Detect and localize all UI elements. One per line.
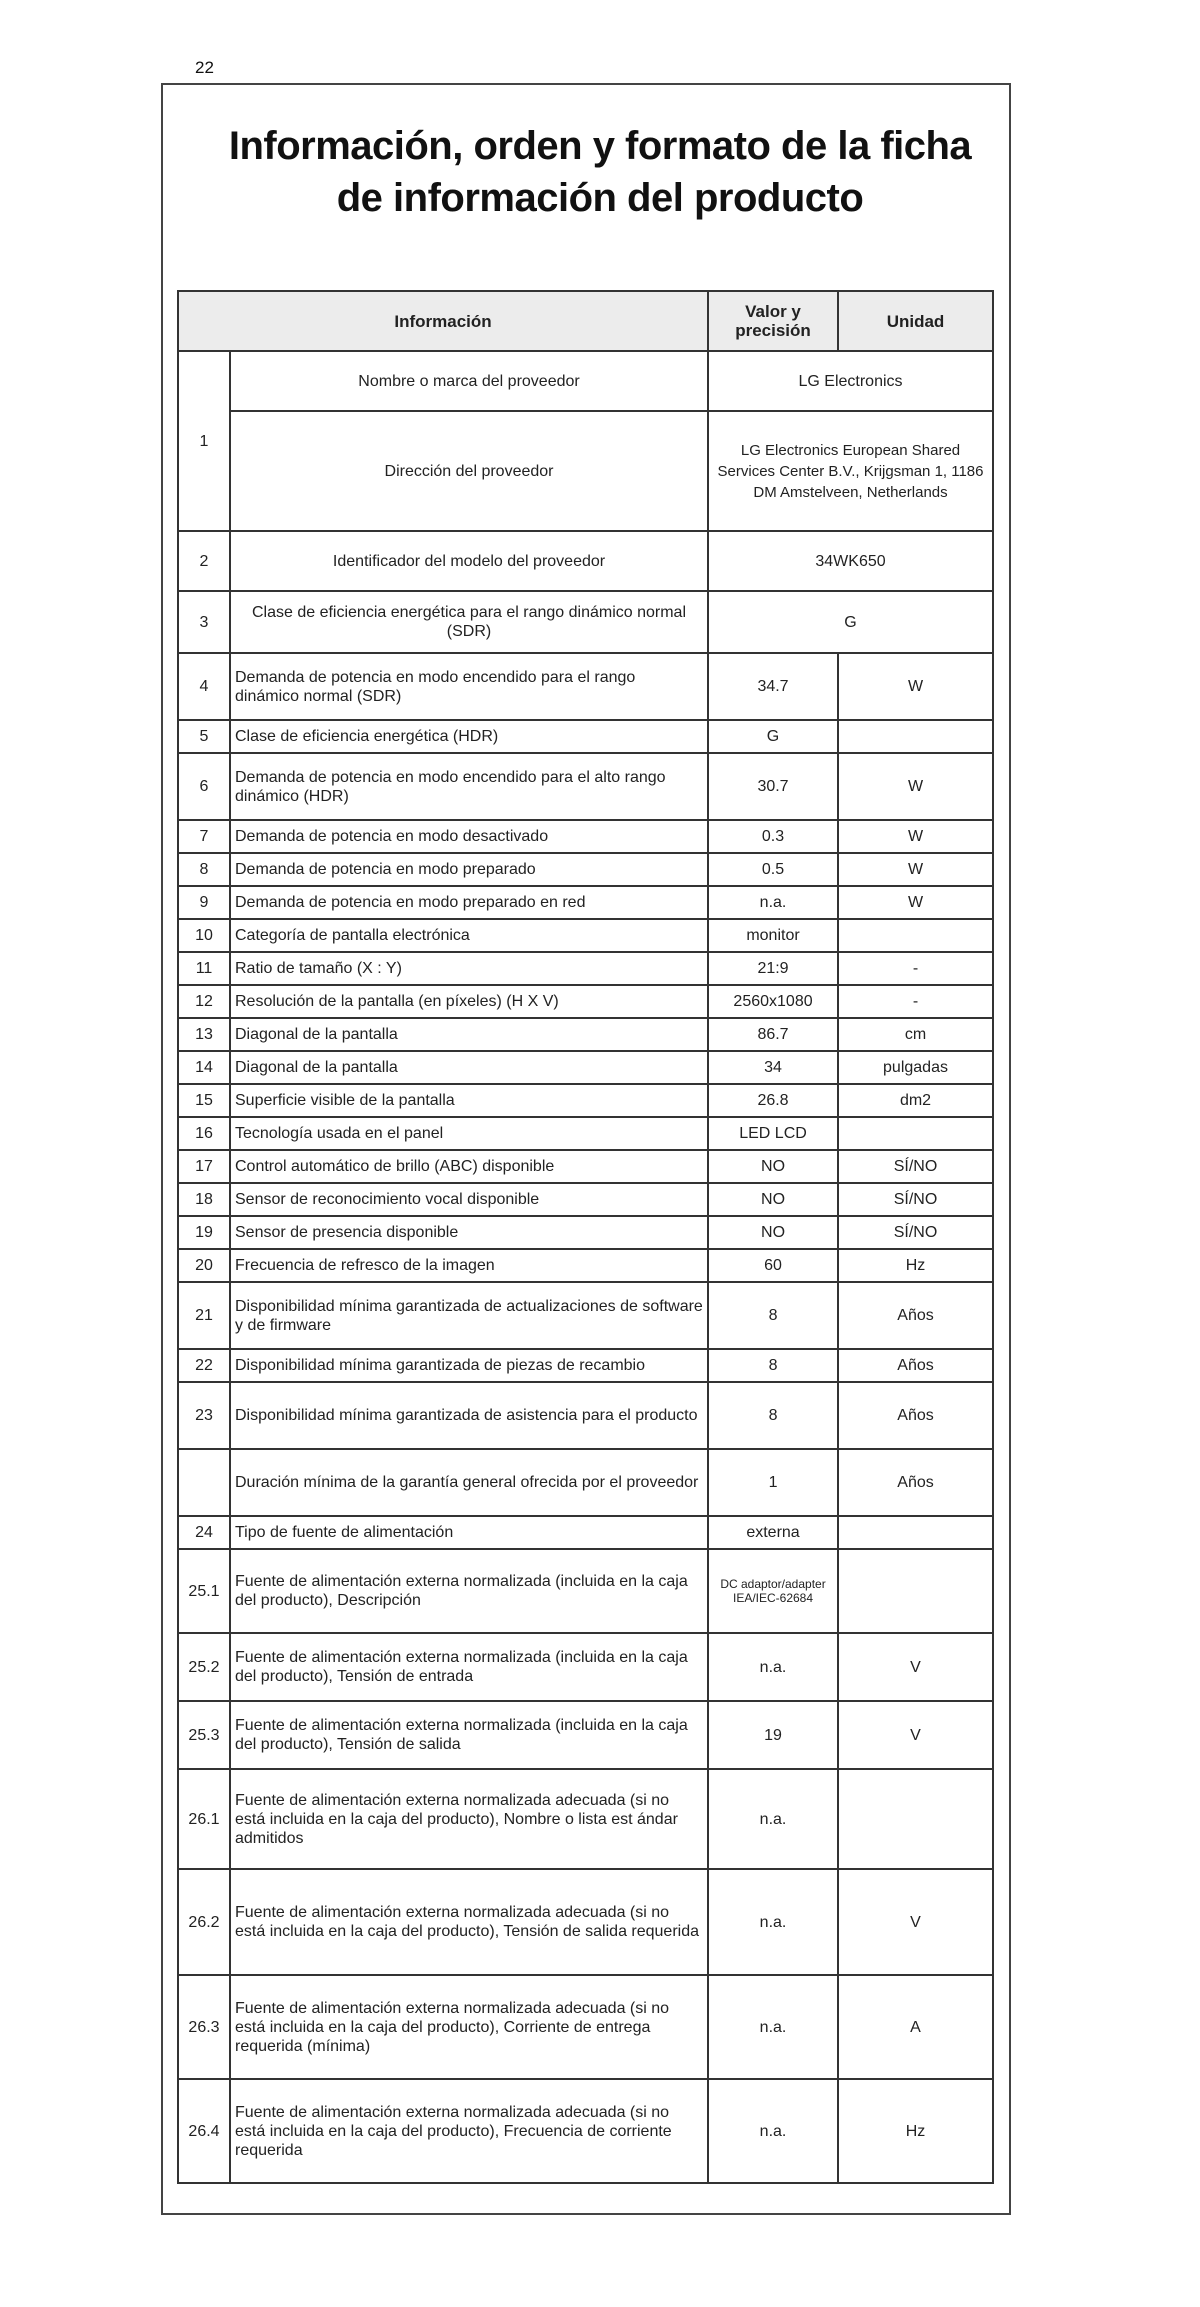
row-unit: - bbox=[838, 952, 993, 985]
row-number: 5 bbox=[178, 720, 230, 753]
row-label: Fuente de alimentación externa normalizada adecuada (si no está incluida en la caja del producto), Corriente de entrega requerida (mínima) bbox=[230, 1975, 708, 2079]
row-label: Disponibilidad mínima garantizada de asistencia para el producto bbox=[230, 1382, 708, 1449]
row-number: 15 bbox=[178, 1084, 230, 1117]
row-value: 26.8 bbox=[708, 1084, 838, 1117]
table-row bbox=[178, 1282, 993, 1349]
row-value: 60 bbox=[708, 1249, 838, 1282]
row-unit: dm2 bbox=[838, 1084, 993, 1117]
row-unit: SÍ/NO bbox=[838, 1183, 993, 1216]
row-number: 25.3 bbox=[178, 1701, 230, 1769]
table-row bbox=[178, 653, 993, 720]
table-row bbox=[178, 1349, 993, 1382]
row-number: 9 bbox=[178, 886, 230, 919]
row-number: 7 bbox=[178, 820, 230, 853]
row-number: 19 bbox=[178, 1216, 230, 1249]
table-row bbox=[178, 1869, 993, 1975]
row-number: 25.2 bbox=[178, 1633, 230, 1701]
row-unit bbox=[838, 720, 993, 753]
row-unit: V bbox=[838, 1869, 993, 1975]
row-number bbox=[178, 1449, 230, 1516]
table-row bbox=[178, 1516, 993, 1549]
row-unit bbox=[838, 1117, 993, 1150]
row-unit: Hz bbox=[838, 2079, 993, 2183]
row-label: Demanda de potencia en modo encendido para el rango dinámico normal (SDR) bbox=[230, 653, 708, 720]
row-label: Dirección del proveedor bbox=[230, 411, 708, 531]
table-row bbox=[178, 531, 993, 591]
table-row bbox=[178, 1975, 993, 2079]
row-unit bbox=[838, 1549, 993, 1633]
row-value: 34 bbox=[708, 1051, 838, 1084]
row-number: 16 bbox=[178, 1117, 230, 1150]
row-number: 22 bbox=[178, 1349, 230, 1382]
row-label: Disponibilidad mínima garantizada de piezas de recambio bbox=[230, 1349, 708, 1382]
row-number: 20 bbox=[178, 1249, 230, 1282]
row-label: Fuente de alimentación externa normalizada adecuada (si no está incluida en la caja del producto), Frecuencia de corriente requerida bbox=[230, 2079, 708, 2183]
row-label: Disponibilidad mínima garantizada de actualizaciones de software y de firmware bbox=[230, 1282, 708, 1349]
row-number: 14 bbox=[178, 1051, 230, 1084]
table-row bbox=[178, 886, 993, 919]
table-row bbox=[178, 1701, 993, 1769]
title-line-1: Información, orden y formato de la ficha bbox=[228, 124, 972, 168]
row-value: 86.7 bbox=[708, 1018, 838, 1051]
row-unit: - bbox=[838, 985, 993, 1018]
row-number: 18 bbox=[178, 1183, 230, 1216]
row-value: 21:9 bbox=[708, 952, 838, 985]
row-label: Diagonal de la pantalla bbox=[230, 1051, 708, 1084]
row-number: 26.3 bbox=[178, 1975, 230, 2079]
row-value: LED LCD bbox=[708, 1117, 838, 1150]
table-row bbox=[178, 1769, 993, 1869]
table-row bbox=[178, 1183, 993, 1216]
row-label: Sensor de reconocimiento vocal disponible bbox=[230, 1183, 708, 1216]
row-number: 3 bbox=[178, 591, 230, 653]
row-unit: Años bbox=[838, 1349, 993, 1382]
table-row bbox=[178, 411, 993, 531]
row-label: Fuente de alimentación externa normalizada adecuada (si no está incluida en la caja del producto), Nombre o lista est ándar admitidos bbox=[230, 1769, 708, 1869]
row-value: 8 bbox=[708, 1282, 838, 1349]
table-row bbox=[178, 2079, 993, 2183]
row-unit: pulgadas bbox=[838, 1051, 993, 1084]
row-unit: Años bbox=[838, 1449, 993, 1516]
table-row bbox=[178, 591, 993, 653]
table-row bbox=[178, 1018, 993, 1051]
row-value: 2560x1080 bbox=[708, 985, 838, 1018]
row-label: Fuente de alimentación externa normalizada (incluida en la caja del producto), Tensión de salida bbox=[230, 1701, 708, 1769]
row-number: 17 bbox=[178, 1150, 230, 1183]
row-label: Superficie visible de la pantalla bbox=[230, 1084, 708, 1117]
row-unit: W bbox=[838, 853, 993, 886]
page-number: 22 bbox=[195, 58, 214, 77]
row-number: 12 bbox=[178, 985, 230, 1018]
row-label: Frecuencia de refresco de la imagen bbox=[230, 1249, 708, 1282]
row-unit: Hz bbox=[838, 1249, 993, 1282]
row-value: 0.5 bbox=[708, 853, 838, 886]
row-number: 26.4 bbox=[178, 2079, 230, 2183]
row-unit: W bbox=[838, 886, 993, 919]
table-row bbox=[178, 1549, 993, 1633]
row-number: 13 bbox=[178, 1018, 230, 1051]
row-unit: V bbox=[838, 1633, 993, 1701]
table-row bbox=[178, 820, 993, 853]
table-row bbox=[178, 1216, 993, 1249]
row-number: 25.1 bbox=[178, 1549, 230, 1633]
row-value: LG Electronics bbox=[708, 351, 993, 411]
row-label: Identificador del modelo del proveedor bbox=[230, 531, 708, 591]
row-unit bbox=[838, 919, 993, 952]
table-row bbox=[178, 985, 993, 1018]
table-row bbox=[178, 919, 993, 952]
row-value: 8 bbox=[708, 1349, 838, 1382]
table-row bbox=[178, 1084, 993, 1117]
row-label: Resolución de la pantalla (en píxeles) (H X V) bbox=[230, 985, 708, 1018]
row-unit: A bbox=[838, 1975, 993, 2079]
row-number: 21 bbox=[178, 1282, 230, 1349]
table-row bbox=[178, 1382, 993, 1449]
row-unit bbox=[838, 1769, 993, 1869]
row-value: monitor bbox=[708, 919, 838, 952]
table-row bbox=[178, 720, 993, 753]
row-value: 19 bbox=[708, 1701, 838, 1769]
row-unit: cm bbox=[838, 1018, 993, 1051]
row-value: 34.7 bbox=[708, 653, 838, 720]
title-line-2: de información del producto bbox=[336, 176, 864, 220]
row-label: Nombre o marca del proveedor bbox=[230, 351, 708, 411]
row-number: 23 bbox=[178, 1382, 230, 1449]
row-unit: Años bbox=[838, 1282, 993, 1349]
table-row bbox=[178, 351, 993, 411]
row-label: Fuente de alimentación externa normalizada (incluida en la caja del producto), Descripción bbox=[230, 1549, 708, 1633]
row-label: Demanda de potencia en modo preparado bbox=[230, 853, 708, 886]
row-number: 10 bbox=[178, 919, 230, 952]
row-unit bbox=[838, 1516, 993, 1549]
table-header-row bbox=[178, 291, 993, 351]
row-label: Tipo de fuente de alimentación bbox=[230, 1516, 708, 1549]
row-value: 1 bbox=[708, 1449, 838, 1516]
row-label: Ratio de tamaño (X : Y) bbox=[230, 952, 708, 985]
row-value: n.a. bbox=[708, 1975, 838, 2079]
row-unit: SÍ/NO bbox=[838, 1150, 993, 1183]
row-number: 24 bbox=[178, 1516, 230, 1549]
table-row bbox=[178, 952, 993, 985]
table-row bbox=[178, 853, 993, 886]
row-value: 0.3 bbox=[708, 820, 838, 853]
row-value: LG Electronics European Shared Services Center B.V., Krijgsman 1, 1186 DM Amstelveen, Netherlands bbox=[708, 411, 993, 531]
header-info: Información bbox=[178, 291, 708, 351]
row-value: NO bbox=[708, 1150, 838, 1183]
row-value: n.a. bbox=[708, 1633, 838, 1701]
row-value: 34WK650 bbox=[708, 531, 993, 591]
row-number: 11 bbox=[178, 952, 230, 985]
table-row bbox=[178, 1051, 993, 1084]
row-number: 2 bbox=[178, 531, 230, 591]
row-number: 4 bbox=[178, 653, 230, 720]
row-value: n.a. bbox=[708, 1769, 838, 1869]
row-label: Fuente de alimentación externa normalizada (incluida en la caja del producto), Tensión de entrada bbox=[230, 1633, 708, 1701]
table-row bbox=[178, 1150, 993, 1183]
row-label: Tecnología usada en el panel bbox=[230, 1117, 708, 1150]
row-unit: Años bbox=[838, 1382, 993, 1449]
row-number: 8 bbox=[178, 853, 230, 886]
row-label: Diagonal de la pantalla bbox=[230, 1018, 708, 1051]
row-value: NO bbox=[708, 1183, 838, 1216]
row-label: Demanda de potencia en modo desactivado bbox=[230, 820, 708, 853]
row-value: 30.7 bbox=[708, 753, 838, 820]
row-unit: V bbox=[838, 1701, 993, 1769]
row-value: DC adaptor/adapter IEA/IEC-62684 bbox=[708, 1549, 838, 1633]
product-info-table bbox=[177, 290, 994, 2184]
row-value: n.a. bbox=[708, 1869, 838, 1975]
row-label: Fuente de alimentación externa normalizada adecuada (si no está incluida en la caja del producto), Tensión de salida requerida bbox=[230, 1869, 708, 1975]
header-value: Valor y precisión bbox=[708, 291, 838, 351]
row-value: n.a. bbox=[708, 2079, 838, 2183]
row-label: Control automático de brillo (ABC) disponible bbox=[230, 1150, 708, 1183]
row-label: Clase de eficiencia energética (HDR) bbox=[230, 720, 708, 753]
row-label: Categoría de pantalla electrónica bbox=[230, 919, 708, 952]
row-number: 6 bbox=[178, 753, 230, 820]
row-value: G bbox=[708, 720, 838, 753]
table-row bbox=[178, 1117, 993, 1150]
row-value: 8 bbox=[708, 1382, 838, 1449]
row-label: Demanda de potencia en modo preparado en red bbox=[230, 886, 708, 919]
page-title bbox=[200, 120, 1000, 224]
row-value: G bbox=[708, 591, 993, 653]
table-row bbox=[178, 753, 993, 820]
row-label: Clase de eficiencia energética para el rango dinámico normal (SDR) bbox=[230, 591, 708, 653]
row-unit: SÍ/NO bbox=[838, 1216, 993, 1249]
table-row bbox=[178, 1449, 993, 1516]
row-label: Sensor de presencia disponible bbox=[230, 1216, 708, 1249]
row-value: NO bbox=[708, 1216, 838, 1249]
row-unit: W bbox=[838, 753, 993, 820]
row-number: 1 bbox=[178, 351, 230, 531]
header-unit: Unidad bbox=[838, 291, 993, 351]
row-number: 26.1 bbox=[178, 1769, 230, 1869]
row-unit: W bbox=[838, 653, 993, 720]
row-value: n.a. bbox=[708, 886, 838, 919]
row-value: externa bbox=[708, 1516, 838, 1549]
row-number: 26.2 bbox=[178, 1869, 230, 1975]
row-label: Demanda de potencia en modo encendido para el alto rango dinámico (HDR) bbox=[230, 753, 708, 820]
table-row bbox=[178, 1633, 993, 1701]
row-unit: W bbox=[838, 820, 993, 853]
table-row bbox=[178, 1249, 993, 1282]
row-label: Duración mínima de la garantía general ofrecida por el proveedor bbox=[230, 1449, 708, 1516]
